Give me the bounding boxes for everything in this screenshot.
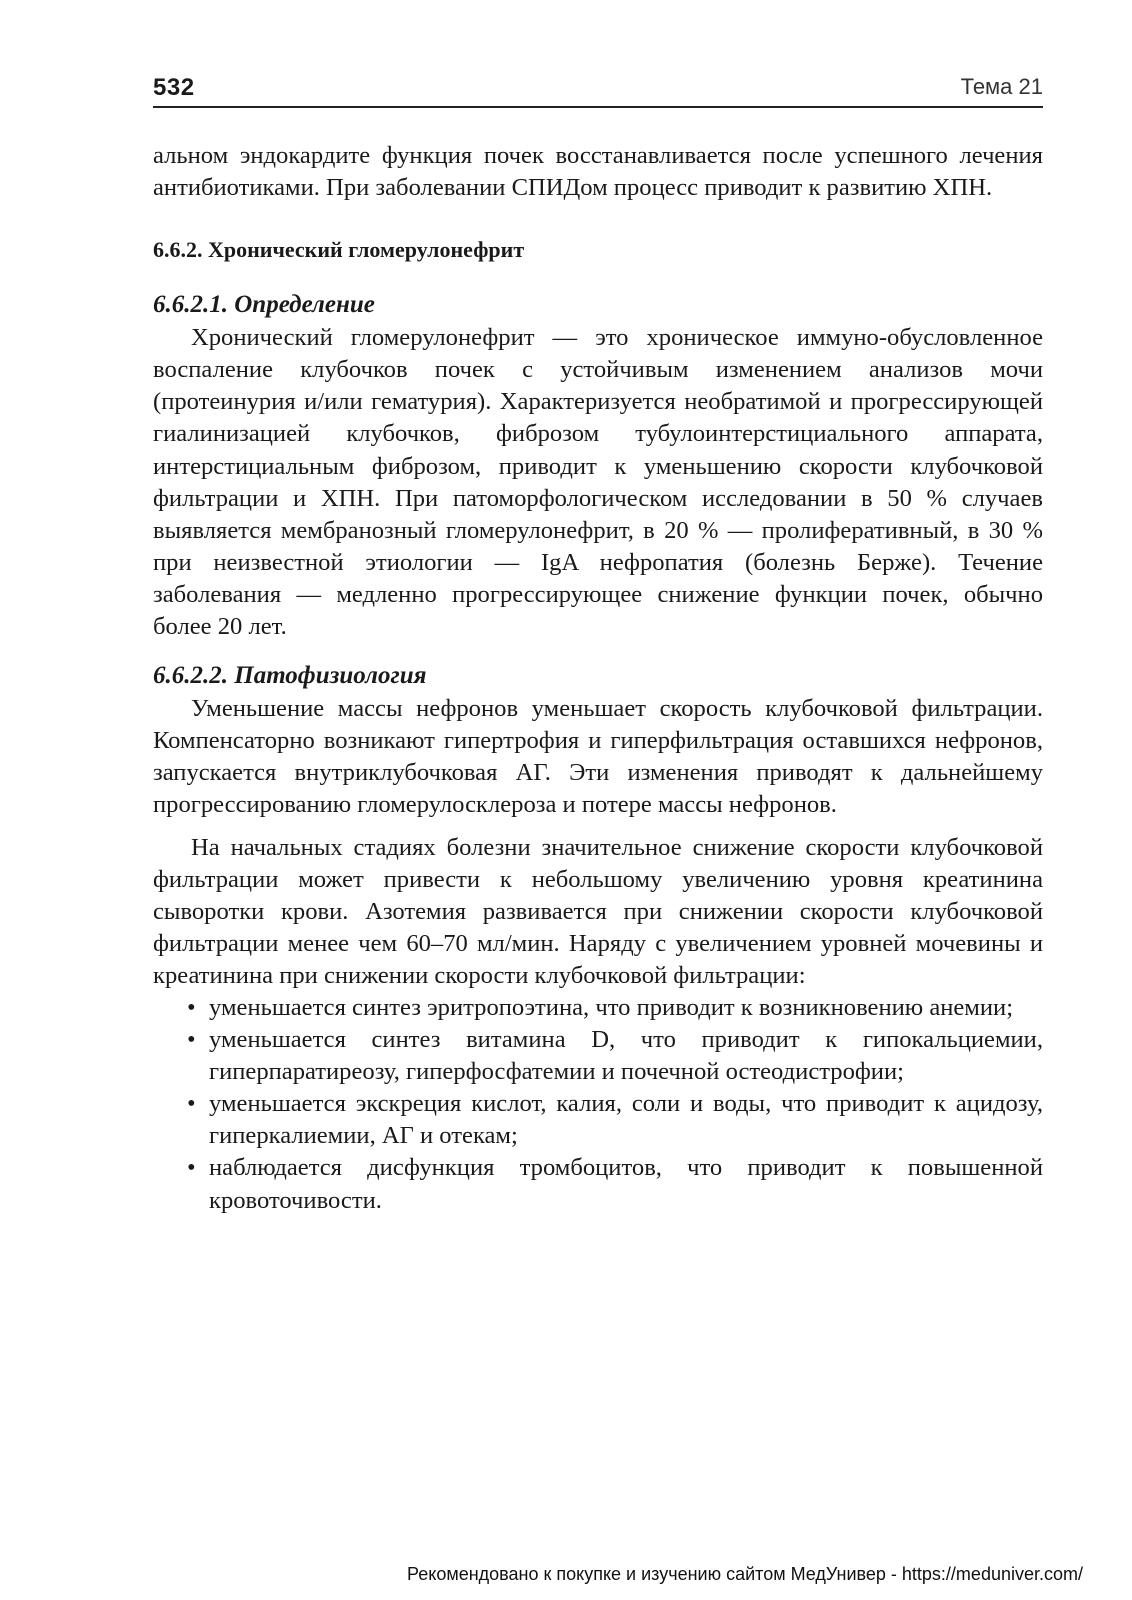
bullet-marker: • bbox=[187, 1154, 196, 1182]
pathophysiology-paragraph-2: На начальных стадиях болезни значительное снижение скорости клубочковой фильтрации может привести к небольшому увеличению уровня креатинина сыворотки крови. Азотемия развивается при снижении скорости клубочковой фильтрации менее чем 60–70 мл/мин. Наряду с увеличением уровней мочевины и креатинина при снижении скорости клубочковой фильтрации: bbox=[153, 833, 1043, 989]
list-item-text: уменьшается синтез эритропоэтина, что приводит к возникновению анемии; bbox=[209, 993, 1014, 1021]
list-item-text: уменьшается экскреция кислот, калия, соли и воды, что приводит к ацидозу, гиперкалиемии, АГ и отекам; bbox=[209, 1090, 1043, 1150]
footer-recommendation: Рекомендовано к покупке и изучению сайтом МедУнивер - https://meduniver.com/ bbox=[407, 1564, 1083, 1584]
section-heading: 6.6.2. Хронический гломерулонефрит bbox=[153, 237, 525, 263]
definition-heading: 6.6.2.1. Определение bbox=[153, 291, 375, 319]
list-item-text: наблюдается дисфункция тромбоцитов, что приводит к повышенной кровоточивости. bbox=[209, 1154, 1043, 1214]
intro-paragraph: альном эндокардите функция почек восстанавливается после успешного лечения антибиотиками. При заболевании СПИДом процесс приводит к развитию ХПН. bbox=[153, 142, 1043, 202]
running-head bbox=[153, 74, 1043, 108]
page-body bbox=[153, 140, 1043, 1217]
list-item bbox=[187, 992, 1043, 1024]
consequences-list bbox=[153, 992, 1043, 1217]
bullet-marker: • bbox=[187, 993, 196, 1021]
list-item bbox=[187, 1024, 1043, 1088]
page-number: 532 bbox=[153, 74, 195, 101]
section-label: Тема 21 bbox=[960, 74, 1043, 99]
bullet-marker: • bbox=[187, 1026, 196, 1054]
pathophysiology-heading: 6.6.2.2. Патофизиология bbox=[153, 662, 427, 690]
list-item bbox=[187, 1152, 1043, 1216]
list-item-text: уменьшается синтез витамина D, что приводит к гипокальциемии, гиперпаратиреозу, гиперфосфатемии и почечной остеодистрофии; bbox=[209, 1026, 1043, 1086]
list-item bbox=[187, 1088, 1043, 1152]
bullet-marker: • bbox=[187, 1090, 196, 1118]
definition-paragraph: Хронический гломерулонефрит — это хроническое иммуно-обусловленное воспаление клубочков почек с устойчивым изменением анализов мочи (протеинурия и/или гематурия). Характеризуется необратимой и прогрессирующей гиалинизацией клубочков, фиброзом тубулоинтерстициального аппарата, интерстициальным фиброзом, приводит к уменьшению скорости клубочковой фильтрации и ХПН. При патоморфологическом исследовании в 50 % случаев выявляется мембранозный гломерулонефрит, в 20 % — пролиферативный, в 30 % при неизвестной этиологии — IgA нефропатия (болезнь Берже). Течение заболевания — медленно прогрессирующее снижение функции почек, обычно более 20 лет. bbox=[153, 324, 1043, 641]
pathophysiology-paragraph-1: Уменьшение массы нефронов уменьшает скорость клубочковой фильтрации. Компенсаторно возникают гипертрофия и гиперфильтрация оставшихся нефронов, запускается внутриклубочковая АГ. Эти изменения приводят к дальнейшему прогрессированию гломерулосклероза и потере массы нефронов. bbox=[153, 695, 1043, 819]
